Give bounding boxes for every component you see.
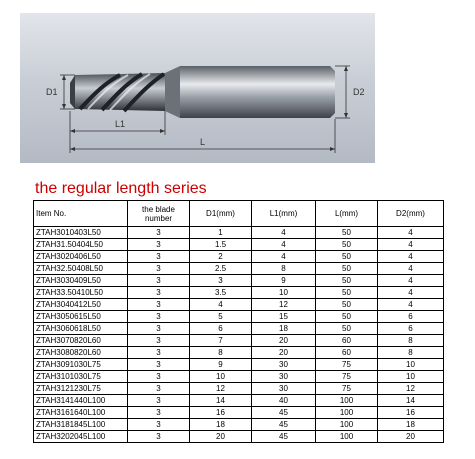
item-no-cell: ZTAH3010403L50 [34, 227, 128, 239]
d1-cell: 7 [190, 335, 252, 347]
d1-cell: 18 [190, 419, 252, 431]
header-d2: D2(mm) [378, 201, 444, 227]
l-cell: 50 [316, 299, 378, 311]
d2-cell: 8 [378, 335, 444, 347]
d2-cell: 18 [378, 419, 444, 431]
item-no-cell: ZTAH3040412L50 [34, 299, 128, 311]
blade-number-cell: 3 [128, 275, 190, 287]
l1-cell: 15 [252, 311, 316, 323]
blade-number-cell: 3 [128, 431, 190, 443]
header-blade-number: the blade number [128, 201, 190, 227]
l-cell: 100 [316, 431, 378, 443]
table-row [34, 311, 444, 323]
l1-cell: 45 [252, 431, 316, 443]
l1-cell: 12 [252, 299, 316, 311]
l1-cell: 8 [252, 263, 316, 275]
blade-number-cell: 3 [128, 287, 190, 299]
l1-cell: 30 [252, 371, 316, 383]
d2-cell: 14 [378, 395, 444, 407]
header-l1: L1(mm) [252, 201, 316, 227]
l-cell: 50 [316, 251, 378, 263]
d1-cell: 9 [190, 359, 252, 371]
d2-cell: 10 [378, 359, 444, 371]
table-row [34, 419, 444, 431]
blade-number-cell: 3 [128, 299, 190, 311]
table-row [34, 371, 444, 383]
l1-cell: 45 [252, 407, 316, 419]
l-cell: 50 [316, 275, 378, 287]
l-cell: 50 [316, 263, 378, 275]
d1-cell: 4 [190, 299, 252, 311]
item-no-cell: ZTAH3181845L100 [34, 419, 128, 431]
item-no-cell: ZTAH3091030L75 [34, 359, 128, 371]
table-row [34, 287, 444, 299]
d1-cell: 2 [190, 251, 252, 263]
l-cell: 75 [316, 371, 378, 383]
table-row [34, 251, 444, 263]
item-no-cell: ZTAH3141440L100 [34, 395, 128, 407]
item-no-cell: ZTAH3202045L100 [34, 431, 128, 443]
l-cell: 100 [316, 419, 378, 431]
l-label: L [200, 137, 206, 147]
l1-cell: 4 [252, 227, 316, 239]
l-cell: 50 [316, 239, 378, 251]
d1-cell: 14 [190, 395, 252, 407]
d1-cell: 6 [190, 323, 252, 335]
table-row [34, 383, 444, 395]
blade-number-cell: 3 [128, 239, 190, 251]
d1-cell: 2.5 [190, 263, 252, 275]
blade-number-cell: 3 [128, 311, 190, 323]
l-cell: 60 [316, 335, 378, 347]
header-d1: D1(mm) [190, 201, 252, 227]
table-row [34, 239, 444, 251]
l1-cell: 45 [252, 419, 316, 431]
d2-cell: 8 [378, 347, 444, 359]
l1-cell: 30 [252, 359, 316, 371]
blade-number-cell: 3 [128, 263, 190, 275]
item-no-cell: ZTAH3161640L100 [34, 407, 128, 419]
l-cell: 50 [316, 287, 378, 299]
item-no-cell: ZTAH33.50410L50 [34, 287, 128, 299]
series-title: the regular length series [35, 180, 207, 197]
l-cell: 60 [316, 347, 378, 359]
l-cell: 75 [316, 359, 378, 371]
d1-cell: 1.5 [190, 239, 252, 251]
d1-cell: 16 [190, 407, 252, 419]
table-row [34, 323, 444, 335]
item-no-cell: ZTAH3070820L60 [34, 335, 128, 347]
table-row [34, 263, 444, 275]
item-no-cell: ZTAH31.50404L50 [34, 239, 128, 251]
d1-label: D1 [46, 87, 58, 97]
item-no-cell: ZTAH3101030L75 [34, 371, 128, 383]
blade-number-cell: 3 [128, 227, 190, 239]
item-no-cell: ZTAH3020406L50 [34, 251, 128, 263]
d2-cell: 6 [378, 311, 444, 323]
d1-cell: 10 [190, 371, 252, 383]
table-row [34, 407, 444, 419]
d2-cell: 4 [378, 263, 444, 275]
blade-number-cell: 3 [128, 383, 190, 395]
l1-cell: 20 [252, 347, 316, 359]
d2-label: D2 [353, 87, 365, 97]
l-cell: 50 [316, 227, 378, 239]
blade-number-cell: 3 [128, 371, 190, 383]
table-row [34, 347, 444, 359]
spec-table-body [34, 227, 444, 443]
l1-cell: 4 [252, 251, 316, 263]
l-cell: 50 [316, 311, 378, 323]
blade-number-cell: 3 [128, 359, 190, 371]
item-no-cell: ZTAH32.50408L50 [34, 263, 128, 275]
d2-cell: 16 [378, 407, 444, 419]
d1-cell: 20 [190, 431, 252, 443]
table-header-row [34, 201, 444, 227]
blade-number-cell: 3 [128, 419, 190, 431]
d2-cell: 4 [378, 251, 444, 263]
item-no-cell: ZTAH3030409L50 [34, 275, 128, 287]
d2-cell: 20 [378, 431, 444, 443]
l-cell: 75 [316, 383, 378, 395]
d2-cell: 4 [378, 275, 444, 287]
item-no-cell: ZTAH3080820L60 [34, 347, 128, 359]
l-cell: 50 [316, 323, 378, 335]
table-row [34, 359, 444, 371]
d1-cell: 1 [190, 227, 252, 239]
table-row [34, 395, 444, 407]
d2-cell: 4 [378, 287, 444, 299]
l1-cell: 4 [252, 239, 316, 251]
item-no-cell: ZTAH3121230L75 [34, 383, 128, 395]
d2-cell: 12 [378, 383, 444, 395]
header-l: L(mm) [316, 201, 378, 227]
l1-cell: 40 [252, 395, 316, 407]
d1-cell: 3.5 [190, 287, 252, 299]
blade-number-cell: 3 [128, 323, 190, 335]
header-item-no: Item No. [34, 201, 128, 227]
d2-cell: 4 [378, 239, 444, 251]
table-row [34, 431, 444, 443]
l-cell: 100 [316, 407, 378, 419]
d1-cell: 5 [190, 311, 252, 323]
end-mill-illustration [20, 13, 375, 163]
l1-cell: 9 [252, 275, 316, 287]
table-row [34, 299, 444, 311]
l-cell: 100 [316, 395, 378, 407]
end-mill-diagram [20, 13, 375, 163]
table-row [34, 227, 444, 239]
d2-cell: 4 [378, 227, 444, 239]
item-no-cell: ZTAH3060618L50 [34, 323, 128, 335]
l1-cell: 18 [252, 323, 316, 335]
item-no-cell: ZTAH3050615L50 [34, 311, 128, 323]
table-row [34, 275, 444, 287]
d2-cell: 10 [378, 371, 444, 383]
table-row [34, 335, 444, 347]
d1-cell: 8 [190, 347, 252, 359]
d1-cell: 3 [190, 275, 252, 287]
d2-cell: 6 [378, 323, 444, 335]
blade-number-cell: 3 [128, 347, 190, 359]
blade-number-cell: 3 [128, 395, 190, 407]
l1-label: L1 [115, 119, 126, 129]
d2-cell: 4 [378, 299, 444, 311]
l1-cell: 20 [252, 335, 316, 347]
blade-number-cell: 3 [128, 335, 190, 347]
blade-number-cell: 3 [128, 407, 190, 419]
spec-table [33, 200, 444, 443]
blade-number-cell: 3 [128, 251, 190, 263]
d1-cell: 12 [190, 383, 252, 395]
l1-cell: 10 [252, 287, 316, 299]
l1-cell: 30 [252, 383, 316, 395]
